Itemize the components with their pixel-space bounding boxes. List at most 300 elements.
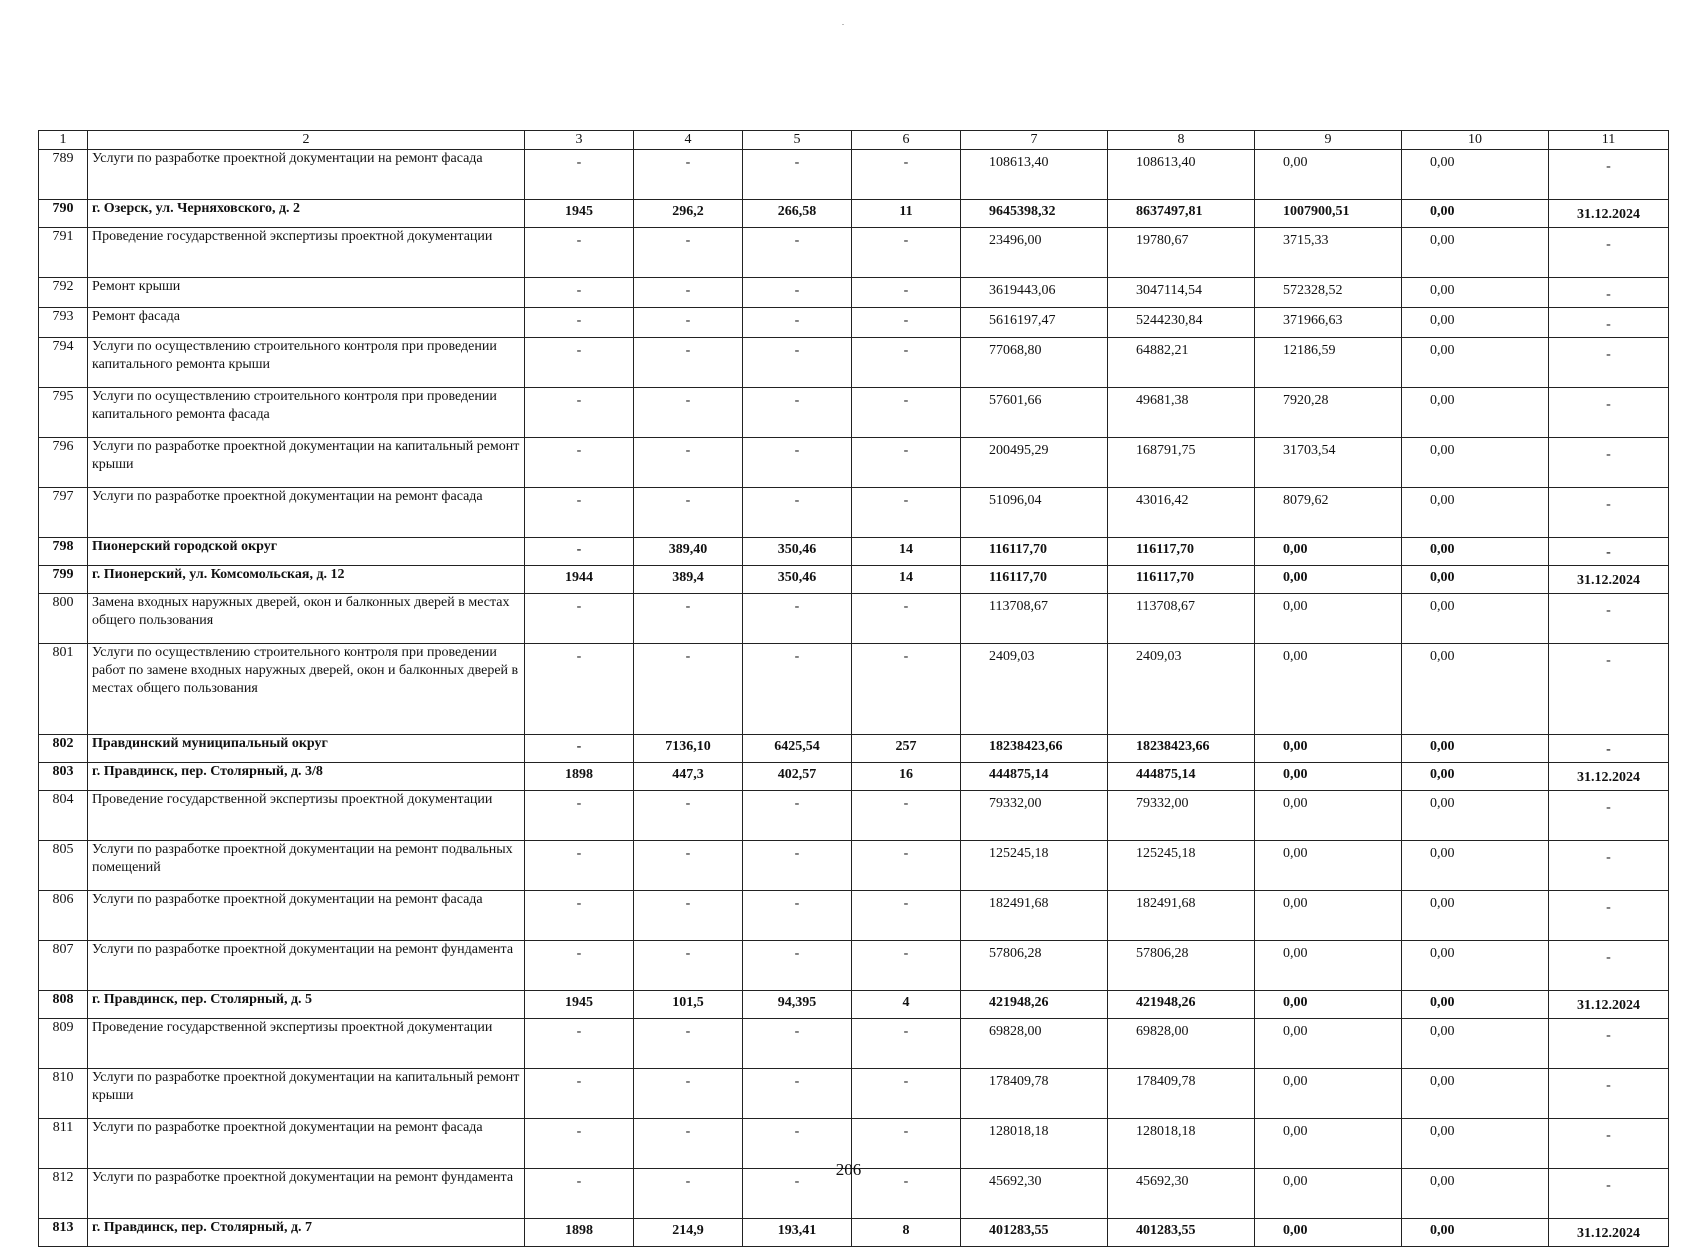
column-header: 7 [961, 131, 1108, 150]
row-description: г. Правдинск, пер. Столярный, д. 7 [88, 1219, 525, 1247]
cell-area-living: 402,57 [743, 763, 852, 791]
cell-area-total: - [634, 150, 743, 200]
cell-area-living: - [743, 941, 852, 991]
cell-area-living: - [743, 228, 852, 278]
column-header: 10 [1402, 131, 1549, 150]
cell-year: - [525, 1169, 634, 1219]
cell-residents: 11 [852, 200, 961, 228]
cell-cost-total: 57806,28 [961, 941, 1108, 991]
cell-cost-total: 116117,70 [961, 538, 1108, 566]
cell-year: - [525, 388, 634, 438]
cell-deadline: - [1549, 228, 1669, 278]
cell-cost-total: 3619443,06 [961, 278, 1108, 308]
cell-area-living: - [743, 1019, 852, 1069]
cell-area-total: - [634, 488, 743, 538]
table-row [39, 338, 1669, 388]
table-row [39, 1069, 1669, 1119]
row-description: Замена входных наружных дверей, окон и балконных дверей в местах общего пользования [88, 594, 525, 644]
cell-year: - [525, 538, 634, 566]
cell-year: - [525, 438, 634, 488]
cell-cost-col9: 0,00 [1255, 1019, 1402, 1069]
cell-year: 1898 [525, 763, 634, 791]
cell-area-total: - [634, 1019, 743, 1069]
row-number: 791 [39, 228, 88, 278]
cell-area-living: - [743, 388, 852, 438]
cell-cost-col10: 0,00 [1402, 763, 1549, 791]
cell-area-total: - [634, 228, 743, 278]
cell-deadline: - [1549, 308, 1669, 338]
cell-area-living: - [743, 488, 852, 538]
cell-residents: 257 [852, 735, 961, 763]
cell-residents: - [852, 150, 961, 200]
row-description: г. Пионерский, ул. Комсомольская, д. 12 [88, 566, 525, 594]
cell-deadline: - [1549, 841, 1669, 891]
row-number: 802 [39, 735, 88, 763]
row-description: Услуги по осуществлению строительного контроля при проведении капитального ремонта крыши [88, 338, 525, 388]
cell-cost-col8: 168791,75 [1108, 438, 1255, 488]
row-description: Услуги по разработке проектной документации на ремонт фундамента [88, 1169, 525, 1219]
table-row [39, 308, 1669, 338]
cell-residents: - [852, 1069, 961, 1119]
table-row [39, 891, 1669, 941]
cell-residents: - [852, 791, 961, 841]
cell-cost-col8: 444875,14 [1108, 763, 1255, 791]
cell-residents: - [852, 438, 961, 488]
row-number: 804 [39, 791, 88, 841]
cell-cost-col8: 43016,42 [1108, 488, 1255, 538]
cell-residents: - [852, 841, 961, 891]
cell-cost-col10: 0,00 [1402, 228, 1549, 278]
cell-cost-total: 9645398,32 [961, 200, 1108, 228]
cell-area-living: - [743, 338, 852, 388]
cell-cost-col10: 0,00 [1402, 1169, 1549, 1219]
cell-residents: - [852, 308, 961, 338]
cell-cost-col10: 0,00 [1402, 308, 1549, 338]
cell-residents: - [852, 388, 961, 438]
cell-cost-col9: 1007900,51 [1255, 200, 1402, 228]
cell-cost-col8: 116117,70 [1108, 538, 1255, 566]
table-row [39, 200, 1669, 228]
cell-area-total: 101,5 [634, 991, 743, 1019]
row-description: Ремонт фасада [88, 308, 525, 338]
cell-deadline: - [1549, 1069, 1669, 1119]
cell-cost-col10: 0,00 [1402, 891, 1549, 941]
cell-year: 1944 [525, 566, 634, 594]
cell-area-total: - [634, 1169, 743, 1219]
cell-cost-total: 23496,00 [961, 228, 1108, 278]
cell-cost-col9: 0,00 [1255, 991, 1402, 1019]
cell-year: - [525, 308, 634, 338]
table-row [39, 228, 1669, 278]
cell-residents: - [852, 488, 961, 538]
cell-residents: 14 [852, 538, 961, 566]
row-description: Услуги по разработке проектной документации на ремонт фасада [88, 1119, 525, 1169]
page-number: 206 [835, 1160, 862, 1179]
cell-area-living: 266,58 [743, 200, 852, 228]
cell-cost-total: 125245,18 [961, 841, 1108, 891]
cell-cost-total: 45692,30 [961, 1169, 1108, 1219]
cell-cost-total: 51096,04 [961, 488, 1108, 538]
row-description: Правдинский муниципальный округ [88, 735, 525, 763]
row-description: Пионерский городской округ [88, 538, 525, 566]
cell-area-living: - [743, 1069, 852, 1119]
row-description: Услуги по осуществлению строительного контроля при проведении работ по замене входных наружных дверей, окон и балконных дверей в местах общего пользования [88, 644, 525, 735]
row-number: 807 [39, 941, 88, 991]
column-number-row [39, 131, 1669, 150]
row-number: 808 [39, 991, 88, 1019]
column-header: 11 [1549, 131, 1669, 150]
cell-deadline: - [1549, 338, 1669, 388]
cell-deadline: - [1549, 1019, 1669, 1069]
cell-cost-col9: 0,00 [1255, 763, 1402, 791]
cell-residents: 16 [852, 763, 961, 791]
row-number: 805 [39, 841, 88, 891]
column-header: 5 [743, 131, 852, 150]
cell-residents: - [852, 644, 961, 735]
cell-cost-col8: 401283,55 [1108, 1219, 1255, 1247]
cell-cost-col10: 0,00 [1402, 150, 1549, 200]
cell-deadline: - [1549, 594, 1669, 644]
cell-cost-col10: 0,00 [1402, 594, 1549, 644]
cell-cost-col10: 0,00 [1402, 735, 1549, 763]
cell-area-total: - [634, 594, 743, 644]
cell-area-living: 193,41 [743, 1219, 852, 1247]
row-description: Ремонт крыши [88, 278, 525, 308]
table-row [39, 566, 1669, 594]
cell-cost-total: 178409,78 [961, 1069, 1108, 1119]
cell-cost-col8: 125245,18 [1108, 841, 1255, 891]
cell-area-total: 389,4 [634, 566, 743, 594]
row-description: г. Озерск, ул. Черняховского, д. 2 [88, 200, 525, 228]
cell-year: - [525, 735, 634, 763]
row-description: Услуги по разработке проектной документации на ремонт фасада [88, 891, 525, 941]
cell-cost-col9: 0,00 [1255, 1069, 1402, 1119]
cell-area-living: 350,46 [743, 566, 852, 594]
row-number: 813 [39, 1219, 88, 1247]
row-number: 799 [39, 566, 88, 594]
cell-cost-col10: 0,00 [1402, 644, 1549, 735]
cell-cost-col9: 0,00 [1255, 150, 1402, 200]
cell-cost-col10: 0,00 [1402, 278, 1549, 308]
cell-area-total: - [634, 308, 743, 338]
cell-deadline: 31.12.2024 [1549, 566, 1669, 594]
cell-cost-col9: 371966,63 [1255, 308, 1402, 338]
cell-area-total: - [634, 1119, 743, 1169]
cell-cost-col10: 0,00 [1402, 1019, 1549, 1069]
cell-cost-total: 128018,18 [961, 1119, 1108, 1169]
cell-cost-col8: 5244230,84 [1108, 308, 1255, 338]
cell-year: - [525, 841, 634, 891]
cell-cost-col8: 45692,30 [1108, 1169, 1255, 1219]
cell-area-total: 296,2 [634, 200, 743, 228]
column-header: 1 [39, 131, 88, 150]
table-row [39, 278, 1669, 308]
row-number: 809 [39, 1019, 88, 1069]
cell-cost-col9: 0,00 [1255, 566, 1402, 594]
cell-area-total: 7136,10 [634, 735, 743, 763]
cell-deadline: - [1549, 1169, 1669, 1219]
cell-cost-col10: 0,00 [1402, 841, 1549, 891]
table-row [39, 438, 1669, 488]
table-row [39, 763, 1669, 791]
column-header: 9 [1255, 131, 1402, 150]
cell-cost-col8: 178409,78 [1108, 1069, 1255, 1119]
cell-area-living: 350,46 [743, 538, 852, 566]
table-row [39, 941, 1669, 991]
cell-cost-col9: 0,00 [1255, 941, 1402, 991]
cell-area-total: - [634, 388, 743, 438]
cell-cost-col10: 0,00 [1402, 538, 1549, 566]
cell-year: 1945 [525, 200, 634, 228]
cell-residents: - [852, 891, 961, 941]
data-table [38, 130, 1669, 1247]
cell-cost-col9: 0,00 [1255, 891, 1402, 941]
cell-cost-total: 69828,00 [961, 1019, 1108, 1069]
row-description: Услуги по разработке проектной документации на ремонт фасада [88, 150, 525, 200]
cell-cost-col8: 108613,40 [1108, 150, 1255, 200]
row-number: 812 [39, 1169, 88, 1219]
cell-area-total: - [634, 338, 743, 388]
row-number: 806 [39, 891, 88, 941]
column-header: 3 [525, 131, 634, 150]
table-row [39, 1219, 1669, 1247]
cell-year: 1898 [525, 1219, 634, 1247]
cell-cost-col9: 0,00 [1255, 791, 1402, 841]
cell-area-total: - [634, 438, 743, 488]
row-number: 796 [39, 438, 88, 488]
cell-area-total: - [634, 941, 743, 991]
cell-cost-total: 182491,68 [961, 891, 1108, 941]
column-header: 6 [852, 131, 961, 150]
cell-year: - [525, 1019, 634, 1069]
cell-deadline: - [1549, 1119, 1669, 1169]
cell-cost-col8: 19780,67 [1108, 228, 1255, 278]
cell-residents: - [852, 338, 961, 388]
cell-residents: - [852, 228, 961, 278]
row-number: 811 [39, 1119, 88, 1169]
cell-cost-total: 200495,29 [961, 438, 1108, 488]
cell-year: - [525, 941, 634, 991]
row-description: Проведение государственной экспертизы проектной документации [88, 1019, 525, 1069]
cell-area-total: - [634, 891, 743, 941]
table-row [39, 388, 1669, 438]
cell-cost-col10: 0,00 [1402, 1219, 1549, 1247]
cell-deadline: - [1549, 538, 1669, 566]
cell-year: - [525, 1069, 634, 1119]
cell-cost-total: 5616197,47 [961, 308, 1108, 338]
row-number: 790 [39, 200, 88, 228]
cell-year: - [525, 891, 634, 941]
cell-year: - [525, 488, 634, 538]
cell-year: - [525, 594, 634, 644]
cell-deadline: - [1549, 941, 1669, 991]
cell-cost-col9: 0,00 [1255, 538, 1402, 566]
cell-deadline: - [1549, 438, 1669, 488]
column-header: 2 [88, 131, 525, 150]
cell-area-total: - [634, 1069, 743, 1119]
cell-cost-col9: 8079,62 [1255, 488, 1402, 538]
cell-cost-col9: 0,00 [1255, 841, 1402, 891]
cell-area-total: - [634, 841, 743, 891]
cell-area-living: - [743, 891, 852, 941]
cell-cost-col8: 2409,03 [1108, 644, 1255, 735]
cell-cost-col9: 3715,33 [1255, 228, 1402, 278]
row-description: Услуги по осуществлению строительного контроля при проведении капитального ремонта фасада [88, 388, 525, 438]
cell-deadline: - [1549, 278, 1669, 308]
cell-year: - [525, 278, 634, 308]
cell-deadline: - [1549, 150, 1669, 200]
cell-cost-col10: 0,00 [1402, 338, 1549, 388]
cell-cost-col8: 69828,00 [1108, 1019, 1255, 1069]
cell-cost-col10: 0,00 [1402, 488, 1549, 538]
cell-cost-col8: 113708,67 [1108, 594, 1255, 644]
table-row [39, 991, 1669, 1019]
cell-area-living: - [743, 308, 852, 338]
row-description: Проведение государственной экспертизы проектной документации [88, 791, 525, 841]
row-number: 810 [39, 1069, 88, 1119]
cell-year: - [525, 338, 634, 388]
cell-cost-total: 401283,55 [961, 1219, 1108, 1247]
cell-cost-col10: 0,00 [1402, 791, 1549, 841]
cell-deadline: 31.12.2024 [1549, 991, 1669, 1019]
row-number: 795 [39, 388, 88, 438]
cell-cost-col9: 0,00 [1255, 1219, 1402, 1247]
cell-cost-total: 113708,67 [961, 594, 1108, 644]
table-row [39, 791, 1669, 841]
cell-area-living: - [743, 150, 852, 200]
cell-cost-col10: 0,00 [1402, 566, 1549, 594]
cell-cost-col8: 49681,38 [1108, 388, 1255, 438]
cell-deadline: 31.12.2024 [1549, 763, 1669, 791]
row-number: 794 [39, 338, 88, 388]
table-row [39, 488, 1669, 538]
cell-cost-col10: 0,00 [1402, 388, 1549, 438]
cell-area-total: - [634, 791, 743, 841]
cell-area-living: - [743, 1119, 852, 1169]
cell-residents: - [852, 941, 961, 991]
cell-cost-total: 57601,66 [961, 388, 1108, 438]
cell-cost-col8: 116117,70 [1108, 566, 1255, 594]
cell-area-living: 94,395 [743, 991, 852, 1019]
cell-area-living: - [743, 644, 852, 735]
table-row [39, 644, 1669, 735]
cell-cost-col8: 18238423,66 [1108, 735, 1255, 763]
table-row [39, 150, 1669, 200]
cell-deadline: - [1549, 735, 1669, 763]
cell-cost-col8: 79332,00 [1108, 791, 1255, 841]
row-number: 793 [39, 308, 88, 338]
cell-year: - [525, 1119, 634, 1169]
document-sheet [38, 130, 1668, 1247]
cell-residents: 4 [852, 991, 961, 1019]
row-number: 797 [39, 488, 88, 538]
cell-cost-col8: 57806,28 [1108, 941, 1255, 991]
cell-area-living: - [743, 594, 852, 644]
row-description: Проведение государственной экспертизы проектной документации [88, 228, 525, 278]
column-header: 8 [1108, 131, 1255, 150]
cell-area-living: - [743, 1169, 852, 1219]
cell-area-living: - [743, 278, 852, 308]
row-number: 798 [39, 538, 88, 566]
cell-cost-col8: 64882,21 [1108, 338, 1255, 388]
cell-residents: 8 [852, 1219, 961, 1247]
cell-cost-col10: 0,00 [1402, 438, 1549, 488]
cell-deadline: - [1549, 791, 1669, 841]
cell-cost-total: 108613,40 [961, 150, 1108, 200]
cell-year: - [525, 150, 634, 200]
cell-cost-col9: 0,00 [1255, 594, 1402, 644]
cell-deadline: - [1549, 644, 1669, 735]
cell-area-living: 6425,54 [743, 735, 852, 763]
cell-year: - [525, 228, 634, 278]
cell-cost-col8: 128018,18 [1108, 1119, 1255, 1169]
cell-cost-col9: 0,00 [1255, 644, 1402, 735]
cell-cost-col9: 0,00 [1255, 1169, 1402, 1219]
cell-cost-col9: 0,00 [1255, 735, 1402, 763]
table-row [39, 594, 1669, 644]
table-row [39, 538, 1669, 566]
row-number: 789 [39, 150, 88, 200]
row-number: 803 [39, 763, 88, 791]
cell-residents: - [852, 594, 961, 644]
cell-area-living: - [743, 438, 852, 488]
cell-cost-col10: 0,00 [1402, 200, 1549, 228]
cell-residents: - [852, 1169, 961, 1219]
cell-cost-col8: 421948,26 [1108, 991, 1255, 1019]
row-description: Услуги по разработке проектной документации на ремонт подвальных помещений [88, 841, 525, 891]
row-description: Услуги по разработке проектной документации на капитальный ремонт крыши [88, 1069, 525, 1119]
table-row [39, 735, 1669, 763]
cell-year: - [525, 791, 634, 841]
row-description: г. Правдинск, пер. Столярный, д. 3/8 [88, 763, 525, 791]
cell-area-living: - [743, 791, 852, 841]
cell-deadline: - [1549, 388, 1669, 438]
cell-cost-col9: 12186,59 [1255, 338, 1402, 388]
column-header: 4 [634, 131, 743, 150]
cell-cost-col8: 8637497,81 [1108, 200, 1255, 228]
cell-area-total: - [634, 644, 743, 735]
cell-cost-col9: 0,00 [1255, 1119, 1402, 1169]
cell-area-total: 447,3 [634, 763, 743, 791]
cell-cost-total: 116117,70 [961, 566, 1108, 594]
row-number: 801 [39, 644, 88, 735]
cell-residents: 14 [852, 566, 961, 594]
cell-area-living: - [743, 841, 852, 891]
cell-deadline: 31.12.2024 [1549, 1219, 1669, 1247]
cell-cost-col8: 3047114,54 [1108, 278, 1255, 308]
cell-cost-col10: 0,00 [1402, 1069, 1549, 1119]
cell-year: 1945 [525, 991, 634, 1019]
scan-mark [842, 24, 844, 25]
cell-deadline: - [1549, 891, 1669, 941]
cell-cost-total: 2409,03 [961, 644, 1108, 735]
cell-cost-total: 79332,00 [961, 791, 1108, 841]
cell-cost-col9: 7920,28 [1255, 388, 1402, 438]
cell-deadline: - [1549, 488, 1669, 538]
cell-cost-col9: 572328,52 [1255, 278, 1402, 308]
cell-cost-col10: 0,00 [1402, 991, 1549, 1019]
cell-deadline: 31.12.2024 [1549, 200, 1669, 228]
row-description: Услуги по разработке проектной документации на ремонт фундамента [88, 941, 525, 991]
row-number: 800 [39, 594, 88, 644]
cell-residents: - [852, 278, 961, 308]
row-description: г. Правдинск, пер. Столярный, д. 5 [88, 991, 525, 1019]
cell-cost-col9: 31703,54 [1255, 438, 1402, 488]
cell-area-total: - [634, 278, 743, 308]
cell-cost-total: 77068,80 [961, 338, 1108, 388]
cell-cost-col8: 182491,68 [1108, 891, 1255, 941]
row-number: 792 [39, 278, 88, 308]
